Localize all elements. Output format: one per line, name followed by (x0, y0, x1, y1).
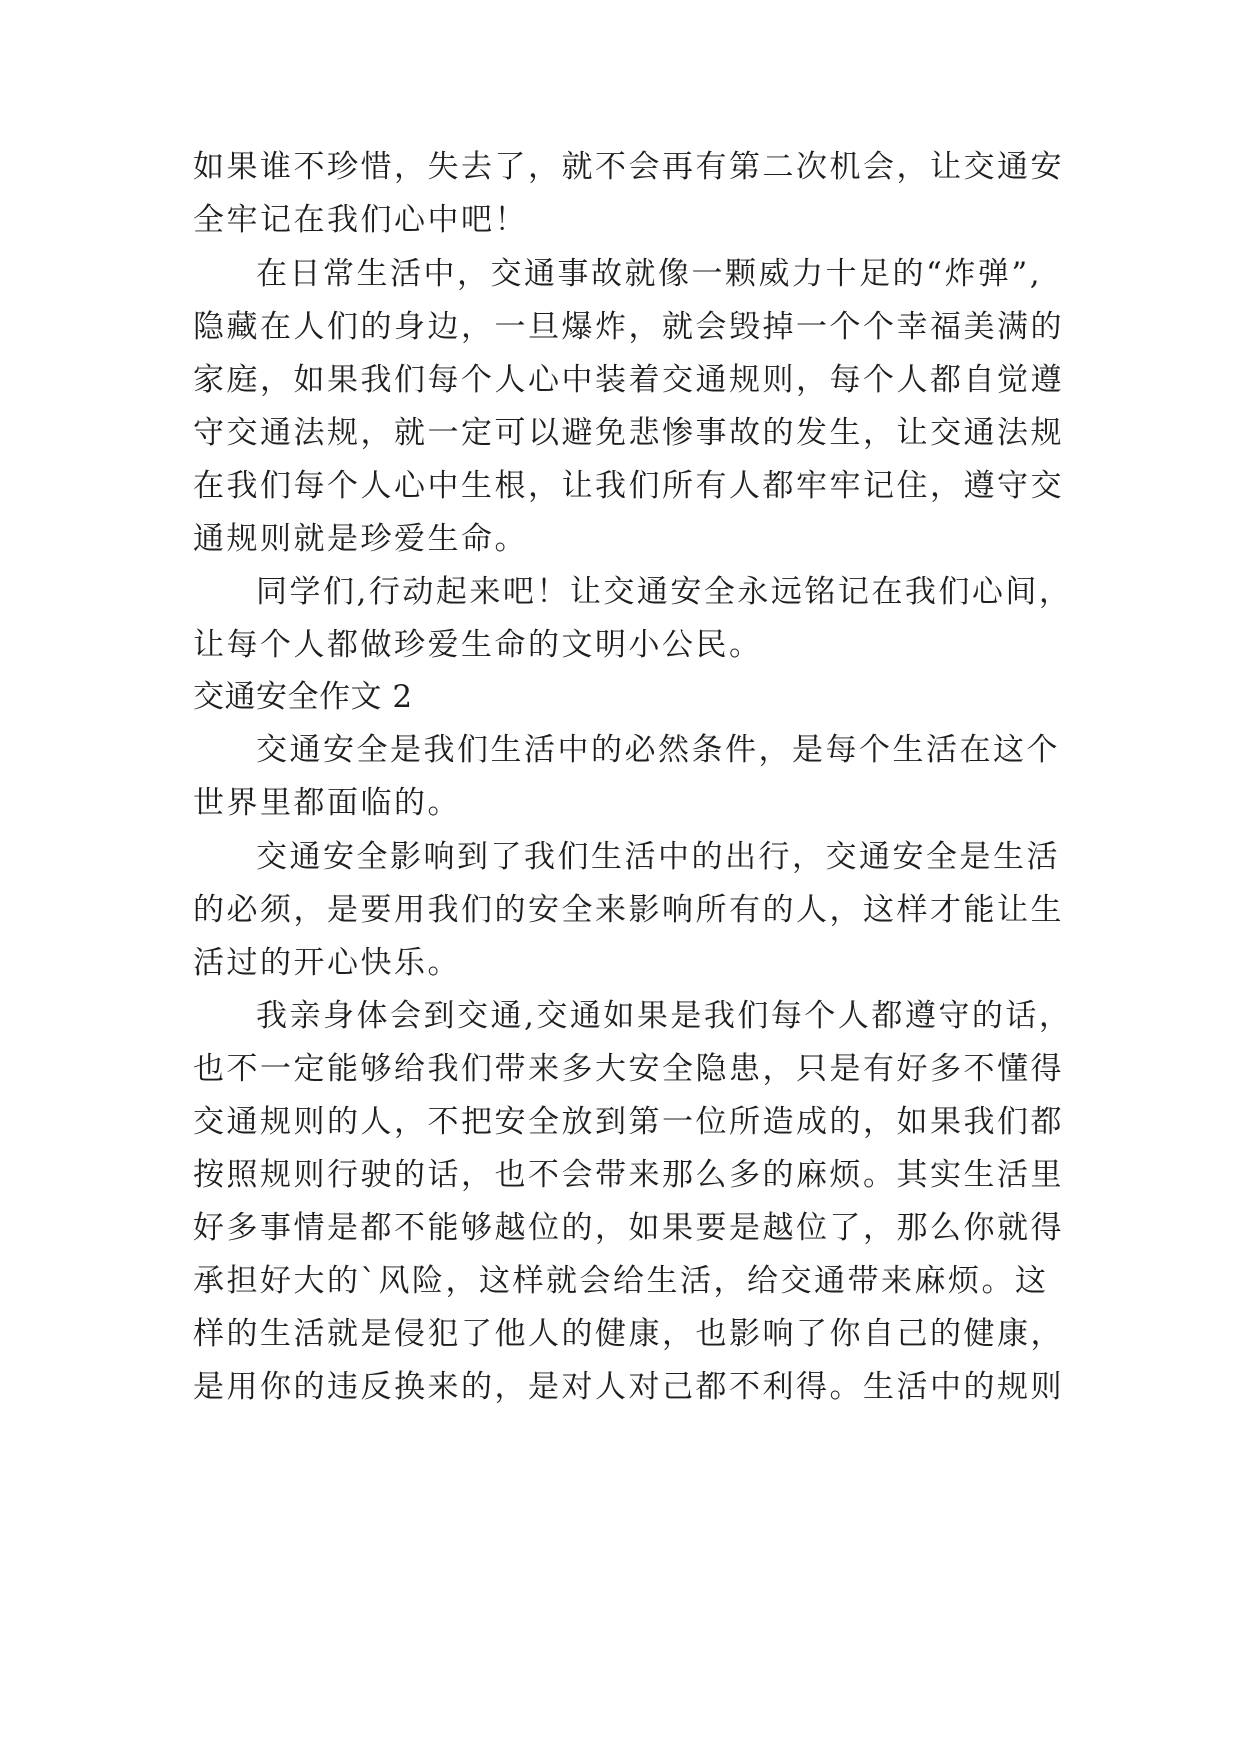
text-line: 家庭，如果我们每个人心中装着交通规则，每个人都自觉遵 (193, 362, 1064, 398)
text-line: 交通安全是我们生活中的必然条件，是每个生活在这个 (256, 732, 1060, 768)
text-line: 守交通法规，就一定可以避免悲惨事故的发生，让交通法规 (193, 415, 1064, 451)
text-line: 在我们每个人心中生根，让我们所有人都牢牢记住，遵守交 (193, 468, 1064, 504)
text-line: 隐藏在人们的身边，一旦爆炸，就会毁掉一个个幸福美满的 (193, 309, 1064, 345)
text-line: 通规则就是珍爱生命。 (193, 521, 528, 557)
text-line: 承担好大的`风险，这样就会给生活，给交通带来麻烦。这 (193, 1263, 1049, 1299)
text-line: 在日常生活中，交通事故就像一颗威力十足的“炸弹”, (256, 256, 1043, 292)
text-line: 是用你的违反换来的，是对人对己都不利得。生活中的规则 (193, 1369, 1064, 1405)
text-line: 如果谁不珍惜，失去了，就不会再有第二次机会，让交通安 (193, 149, 1064, 185)
text-line: 也不一定能够给我们带来多大安全隐患，只是有好多不懂得 (193, 1051, 1064, 1087)
text-line: 活过的开心快乐。 (193, 945, 461, 981)
text-line: 同学们,行动起来吧！让交通安全永远铭记在我们心间， (256, 574, 1073, 610)
text-line: 交通安全影响到了我们生活中的出行，交通安全是生活 (256, 839, 1060, 875)
text-line: 按照规则行驶的话，也不会带来那么多的麻烦。其实生活里 (193, 1157, 1064, 1193)
text-line: 样的生活就是侵犯了他人的健康，也影响了你自己的健康， (193, 1316, 1064, 1352)
text-line: 我亲身体会到交通,交通如果是我们每个人都遵守的话， (256, 998, 1073, 1034)
text-line: 好多事情是都不能够越位的，如果要是越位了，那么你就得 (193, 1210, 1064, 1246)
text-line: 世界里都面临的。 (193, 785, 461, 821)
text-line: 的必须，是要用我们的安全来影响所有的人，这样才能让生 (193, 892, 1064, 928)
section-heading: 交通安全作文 2 (193, 679, 413, 715)
text-line: 让每个人都做珍爱生命的文明小公民。 (193, 627, 763, 663)
text-line: 全牢记在我们心中吧！ (193, 202, 528, 238)
text-line: 交通规则的人，不把安全放到第一位所造成的，如果我们都 (193, 1104, 1064, 1140)
